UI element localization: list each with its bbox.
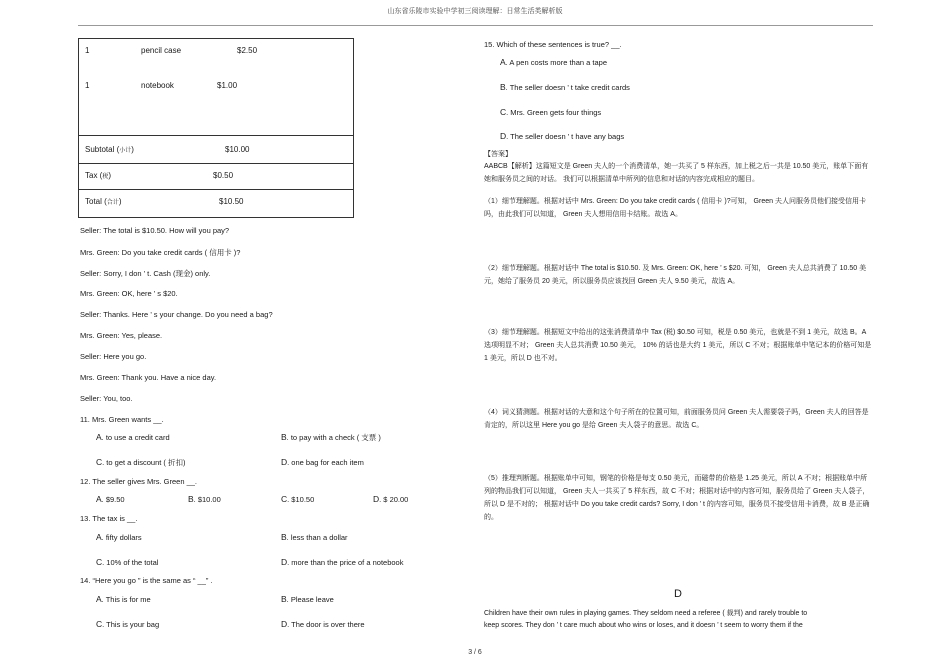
option: D. one bag for each item	[281, 457, 364, 467]
question-stem: 13. The tax is __.	[80, 514, 138, 523]
option: A. $9.50	[96, 494, 125, 504]
answer-explanation-2: （2）细节理解题。根据对话中 The total is $10.50. 及 Mrs. Green: OK, here ’ s $20. 可知， Green 夫人总共消费了 10.50 美元，她给了服务员 20 美元，所以服务员应该找回 Green 夫人 9.50 美元，故选 A。	[484, 265, 867, 285]
receipt-total-value: $10.50	[219, 197, 244, 206]
dialogue-line: Seller: Thanks. Here ’ s your change. Do you need a bag?	[80, 310, 273, 319]
dialogue-line: Mrs. Green: Thank you. Have a nice day.	[80, 373, 217, 382]
receipt-divider	[79, 135, 353, 136]
answer-explanation-1: （1）细节理解题。根据对话中 Mrs. Green: Do you take credit cards ( 信用卡 )?可知， Green 夫人问服务员他们接受信用卡吗，由此我们可以知道， Green 夫人想用信用卡结账。故选 A。	[484, 198, 866, 218]
passage-line: Children have their own rules in playing games. They seldom need a referee ( 裁判) and rarely trouble to	[484, 610, 808, 617]
answer-heading: 【答案】	[484, 151, 512, 158]
option: B. The seller doesn ’ t take credit cards	[500, 82, 630, 92]
receipt-item: pencil case	[141, 46, 182, 55]
option: B. to pay with a check ( 支票 )	[281, 432, 381, 442]
receipt-subtotal-value: $10.00	[225, 145, 250, 154]
receipt-divider	[79, 189, 353, 190]
option: C. Mrs. Green gets four things	[500, 107, 602, 117]
option: A. A pen costs more than a tape	[500, 57, 607, 67]
option: B. Please leave	[281, 594, 334, 604]
receipt-divider	[79, 163, 353, 164]
answer-explanation-4: （4）词义猜测题。根据对话的大意和这个句子所在的位置可知，前面服务员问 Green 夫人需要袋子吗，Green 夫人的回答是肯定的，所以这里 Here you go 是给 Green 夫人袋子的意思。故选 C。	[484, 409, 869, 429]
header-divider	[78, 25, 873, 26]
receipt-price: $1.00	[217, 81, 238, 90]
option: D. The door is over there	[281, 619, 365, 629]
option: D. The seller doesn ’ t have any bags	[500, 131, 625, 141]
receipt-total-label: Total (合计)	[85, 197, 122, 206]
receipt-qty: 1	[85, 46, 90, 55]
receipt-subtotal-label: Subtotal (小计)	[85, 145, 134, 154]
page-header: 山东省乐陵市实验中学初三阅读理解：日常生活类解析版	[387, 8, 563, 15]
receipt-price: $2.50	[237, 46, 258, 55]
answer-explanation-5: （5）推理判断题。根据账单中可知，钢笔的价格是每支 0.50 美元，而磁带的价格是 1.25 美元，所以 A 不对；根据账单中所列的物品我们可以知道， Green 夫人一共买了 5 样东西，故 C 不对；根据对话中的内容可知，服务员给了 Green 夫人袋子， 所以 D 是不对的； 根据对话中 Do you take credit cards? Sorry, I don ’ t 的内容可知，服务员不接受信用卡消费，故 B 是正确的。	[484, 475, 870, 521]
section-title: D	[674, 588, 682, 600]
option: B. less than a dollar	[281, 532, 348, 542]
dialogue-line: Mrs. Green: OK, here ’ s $20.	[80, 289, 178, 298]
receipt-tax-label: Tax (税)	[85, 171, 112, 180]
option: C. to get a discount ( 折扣)	[96, 457, 186, 467]
page-number: 3 / 6	[468, 649, 482, 656]
option: A. to use a credit card	[96, 432, 170, 442]
option: D. more than the price of a notebook	[281, 557, 404, 567]
option: B. $10.00	[188, 494, 221, 504]
option: C. 10% of the total	[96, 557, 159, 567]
receipt-qty: 1	[85, 81, 90, 90]
question-stem: 11. Mrs. Green wants __.	[80, 415, 164, 424]
option: C. $10.50	[281, 494, 315, 504]
option: A. This is for me	[96, 594, 151, 604]
passage-line: keep scores. They don ’ t care much about who wins or loses, and it doesn ’ t seem to worry them if the	[484, 622, 803, 629]
dialogue-line: Seller: Here you go.	[80, 352, 147, 361]
dialogue-line: Mrs. Green: Yes, please.	[80, 331, 163, 340]
dialogue-line: Seller: You, too.	[80, 394, 133, 403]
answer-intro: AABCB【解析】这篇短文是 Green 夫人的一个消费清单，她一共买了 5 样东西，加上税之后一共是 10.50 美元，账单下面有她和服务员之间的对话。 我们可以根据清单中所列的信息和对话的内容完成相应的题目。	[484, 163, 869, 183]
option: D. $ 20.00	[373, 494, 409, 504]
option: A. fifty dollars	[96, 532, 142, 542]
question-stem: 12. The seller gives Mrs. Green __.	[80, 477, 197, 486]
question-stem: 14. “Here you go ” is the same as “ __” .	[80, 576, 213, 585]
option: C. This is your bag	[96, 619, 160, 629]
question-stem: 15. Which of these sentences is true? __.	[484, 40, 622, 49]
receipt-table	[78, 38, 354, 218]
dialogue-line: Seller: Sorry, I don ’ t. Cash (现金) only.	[80, 269, 211, 278]
receipt-item: notebook	[141, 81, 174, 90]
dialogue-line: Mrs. Green: Do you take credit cards ( 信用卡 )?	[80, 248, 241, 257]
dialogue-line: Seller: The total is $10.50. How will you pay?	[80, 226, 230, 235]
answer-explanation-3: （3）细节理解题。根据短文中给出的这张消费清单中 Tax (税) $0.50 可知，税是 0.50 美元，也就是不到 1 美元，故选 B。A 选项明显不对； Green 夫人总共消费 10.50 美元， 10% 的话也是大约 1 美元，所以 C 不对；根据账单中笔记本的价格可知是 1 美元，所以 D 也不对。	[484, 329, 872, 362]
receipt-tax-value: $0.50	[213, 171, 234, 180]
